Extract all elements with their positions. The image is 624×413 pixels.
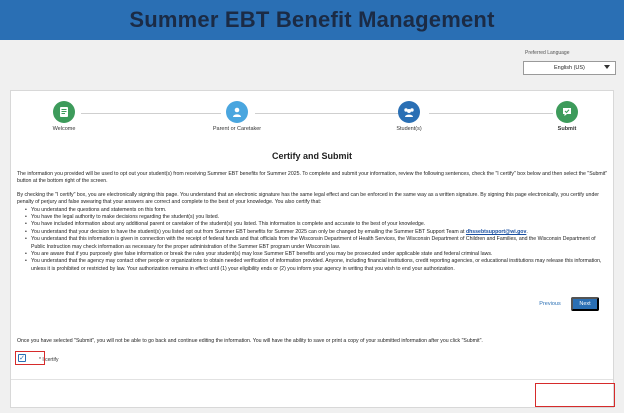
intro-paragraph: The information you provided will be used to opt out your student(s) from receiving Summer EBT benefits for Summer 2025. To complete and submit your information, review the following sentences, check the "I certify" box below and then select the "Submit" button at the bottom right of the screen. [17, 171, 608, 185]
certify-label: * I certify [39, 357, 59, 363]
list-item-end: . [526, 228, 528, 235]
checkmark-icon: ✓ [19, 354, 25, 362]
certification-text [17, 171, 609, 273]
step-label: Submit [557, 126, 577, 132]
step-submit [527, 101, 607, 132]
certification-list [25, 207, 609, 274]
chevron-down-icon [604, 65, 610, 69]
previous-button[interactable]: Previous [530, 297, 570, 311]
header-banner [0, 0, 624, 40]
progress-stepper [11, 91, 613, 141]
form-card [10, 90, 614, 408]
certify-checkbox[interactable] [18, 354, 26, 362]
list-item: • You understand that this information is given in connection with the receipt of federal funds and that officials from the Wisconsin Department of Health Services, the Wisconsin Department of Children and Families, and the Wisconsin Department of Public Instruction may check information as necessary for the proper administration of the Summer EBT program under Wisconsin law. [25, 236, 609, 251]
divider [11, 379, 613, 380]
next-button[interactable]: Next [571, 297, 599, 311]
list-item: • You understand that the agency may contact other people or organizations to obtain needed verification of information provided. Anyone, including financial institutions, credit reporting agencies, or educational institutions may release this information, unless it is prohibited or restricted by law. Your authorization remains in effect until (1) your eligibility ends or (2) you inform your agency in writing that you wish to end your authorization. [25, 258, 609, 273]
step-label: Welcome [52, 126, 76, 132]
final-note: Once you have selected "Submit", you will not be able to go back and continue editing the information. You will have the ability to save or print a copy of your submitted information after you click "Submit". [17, 338, 483, 344]
list-item: • You are aware that if you purposely give false information or break the rules your student(s) may lose Summer EBT benefits and you may be prosecuted under applicable state and federal criminal laws. [25, 251, 609, 258]
page-title: Summer EBT Benefit Management [129, 7, 495, 32]
person-icon [226, 101, 248, 123]
language-value: English (US) [554, 65, 585, 71]
list-item: • You have included information about any additional parent or caretaker of the student(s) you listed. This information is complete and accurate to the best of your knowledge. [25, 221, 609, 228]
step-welcome [24, 101, 104, 132]
language-label: Preferred Language [525, 50, 570, 56]
form-icon [53, 101, 75, 123]
section-title: Certify and Submit [271, 151, 352, 161]
navigation-highlight [535, 383, 615, 407]
step-parent [197, 101, 277, 132]
list-item [25, 229, 609, 236]
language-select[interactable] [523, 61, 616, 75]
list-item: • You understand the questions and statements on this form. [25, 207, 609, 214]
list-item: • You have the legal authority to make decisions regarding the student(s) you listed. [25, 214, 609, 221]
checkmark-chat-icon [556, 101, 578, 123]
certify-paragraph: By checking the "I certify" box, you are electronically signing this page. You understand that an electronic signature has the same legal effect and can be enforced in the same way as a written signature. By signing this page electronically, you certify under penalty of perjury and false swearing that your answers are correct and complete to the best of your knowledge. You also certify that: [17, 191, 599, 206]
step-label: Parent or Caretaker [212, 126, 262, 132]
step-students [369, 101, 449, 132]
group-icon [398, 101, 420, 123]
step-label: Student(s) [396, 126, 422, 132]
list-item-text: You understand that your decision to have the student(s) you listed opt out from Summer EBT benefits for Summer 2025 can only be changed by emailing the Summer EBT Support Team at [31, 228, 465, 235]
support-email-link[interactable]: dhssebtsupport@wi.gov [465, 228, 527, 235]
